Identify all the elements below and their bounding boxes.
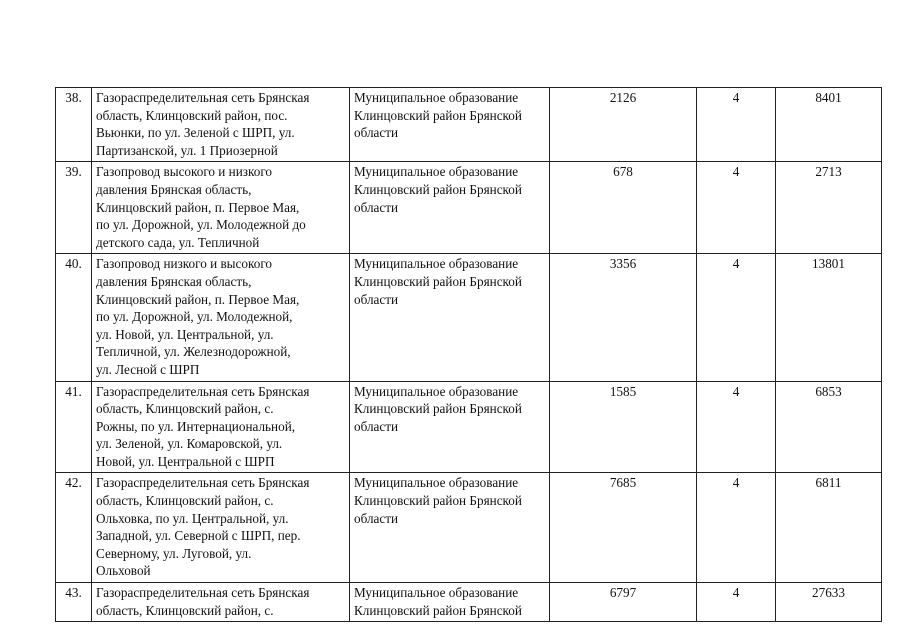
category-cell: 4 bbox=[697, 473, 776, 583]
owner-line: Муниципальное образование bbox=[354, 256, 519, 272]
owner-cell bbox=[350, 254, 550, 381]
gas-network-registry-table bbox=[55, 87, 882, 622]
category-cell: 4 bbox=[697, 583, 776, 622]
length-cell: 6797 bbox=[550, 583, 697, 622]
category-cell: 4 bbox=[697, 162, 776, 254]
object-name-line: Новой, ул. Центральной с ШРП bbox=[96, 453, 275, 469]
row-number-cell: 41. bbox=[56, 381, 92, 473]
value-cell: 8401 bbox=[776, 88, 882, 162]
object-name-line: Ольховка, по ул. Центральной, ул. bbox=[96, 510, 289, 526]
owner-line: Муниципальное образование bbox=[354, 585, 519, 601]
length-cell: 678 bbox=[550, 162, 697, 254]
category-cell: 4 bbox=[697, 254, 776, 381]
row-number-cell: 43. bbox=[56, 583, 92, 622]
length-cell: 7685 bbox=[550, 473, 697, 583]
object-name-line: давления Брянская область, bbox=[96, 273, 252, 289]
object-name-line: Газораспределительная сеть Брянская bbox=[96, 585, 310, 601]
object-name-line: детского сада, ул. Тепличной bbox=[96, 234, 260, 250]
owner-line: Клинцовский район Брянской bbox=[354, 107, 522, 123]
owner-line: Клинцовский район Брянской bbox=[354, 602, 522, 618]
object-name-line: по ул. Дорожной, ул. Молодежной, bbox=[96, 309, 293, 325]
row-number-cell: 39. bbox=[56, 162, 92, 254]
table-row bbox=[56, 254, 882, 381]
owner-line: Клинцовский район Брянской bbox=[354, 401, 522, 417]
object-name-line: Газопровод низкого и высокого bbox=[96, 256, 272, 272]
object-name-line: давления Брянская область, bbox=[96, 181, 252, 197]
table-row bbox=[56, 162, 882, 254]
table-row bbox=[56, 583, 882, 622]
object-name-cell bbox=[92, 583, 350, 622]
object-name-line: Клинцовский район, п. Первое Мая, bbox=[96, 291, 300, 307]
row-number-cell: 40. bbox=[56, 254, 92, 381]
category-cell: 4 bbox=[697, 381, 776, 473]
table-row bbox=[56, 381, 882, 473]
object-name-cell bbox=[92, 473, 350, 583]
owner-line: Муниципальное образование bbox=[354, 90, 519, 105]
owner-line: Клинцовский район Брянской bbox=[354, 273, 522, 289]
owner-line: области bbox=[354, 510, 399, 526]
object-name-line: Западной, ул. Северной с ШРП, пер. bbox=[96, 528, 301, 544]
object-name-line: область, Клинцовский район, пос. bbox=[96, 107, 288, 123]
object-name-line: ул. Зеленой, ул. Комаровской, ул. bbox=[96, 436, 283, 452]
length-cell: 3356 bbox=[550, 254, 697, 381]
owner-cell bbox=[350, 473, 550, 583]
registry-table-body bbox=[56, 88, 882, 622]
object-name-cell bbox=[92, 162, 350, 254]
owner-line: Клинцовский район Брянской bbox=[354, 181, 522, 197]
object-name-line: Клинцовский район, п. Первое Мая, bbox=[96, 199, 300, 215]
row-number-cell: 38. bbox=[56, 88, 92, 162]
object-name-cell bbox=[92, 88, 350, 162]
table-row bbox=[56, 88, 882, 162]
owner-line: Муниципальное образование bbox=[354, 475, 519, 491]
object-name-line: область, Клинцовский район, с. bbox=[96, 401, 274, 417]
object-name-line: Вьюнки, по ул. Зеленой с ШРП, ул. bbox=[96, 125, 295, 141]
object-name-line: Рожны, по ул. Интернациональной, bbox=[96, 418, 296, 434]
object-name-line: Газопровод высокого и низкого bbox=[96, 164, 272, 180]
object-name-line: ул. Лесной с ШРП bbox=[96, 361, 200, 377]
length-cell: 1585 bbox=[550, 381, 697, 473]
value-cell: 13801 bbox=[776, 254, 882, 381]
owner-cell bbox=[350, 381, 550, 473]
object-name-line: по ул. Дорожной, ул. Молодежной до bbox=[96, 217, 306, 233]
category-cell: 4 bbox=[697, 88, 776, 162]
owner-cell bbox=[350, 88, 550, 162]
owner-line: области bbox=[354, 418, 399, 434]
object-name-line: ул. Новой, ул. Центральной, ул. bbox=[96, 326, 274, 342]
owner-cell bbox=[350, 583, 550, 622]
value-cell: 27633 bbox=[776, 583, 882, 622]
value-cell: 6853 bbox=[776, 381, 882, 473]
owner-line: Клинцовский район Брянской bbox=[354, 493, 522, 509]
object-name-line: Газораспределительная сеть Брянская bbox=[96, 475, 310, 491]
object-name-line: Партизанской, ул. 1 Приозерной bbox=[96, 142, 278, 158]
row-number-cell: 42. bbox=[56, 473, 92, 583]
value-cell: 6811 bbox=[776, 473, 882, 583]
object-name-line: область, Клинцовский район, с. bbox=[96, 602, 274, 618]
object-name-line: Тепличной, ул. Железнодорожной, bbox=[96, 344, 291, 360]
owner-line: Муниципальное образование bbox=[354, 164, 519, 180]
owner-line: области bbox=[354, 291, 399, 307]
object-name-line: Ольховой bbox=[96, 563, 151, 579]
object-name-line: Северному, ул. Луговой, ул. bbox=[96, 545, 252, 561]
owner-line: области bbox=[354, 199, 399, 215]
object-name-cell bbox=[92, 254, 350, 381]
table-row bbox=[56, 473, 882, 583]
owner-line: Муниципальное образование bbox=[354, 383, 519, 399]
object-name-line: Газораспределительная сеть Брянская bbox=[96, 383, 310, 399]
object-name-cell bbox=[92, 381, 350, 473]
length-cell: 2126 bbox=[550, 88, 697, 162]
object-name-line: Газораспределительная сеть Брянская bbox=[96, 90, 310, 105]
owner-cell bbox=[350, 162, 550, 254]
owner-line: области bbox=[354, 125, 399, 141]
object-name-line: область, Клинцовский район, с. bbox=[96, 493, 274, 509]
value-cell: 2713 bbox=[776, 162, 882, 254]
